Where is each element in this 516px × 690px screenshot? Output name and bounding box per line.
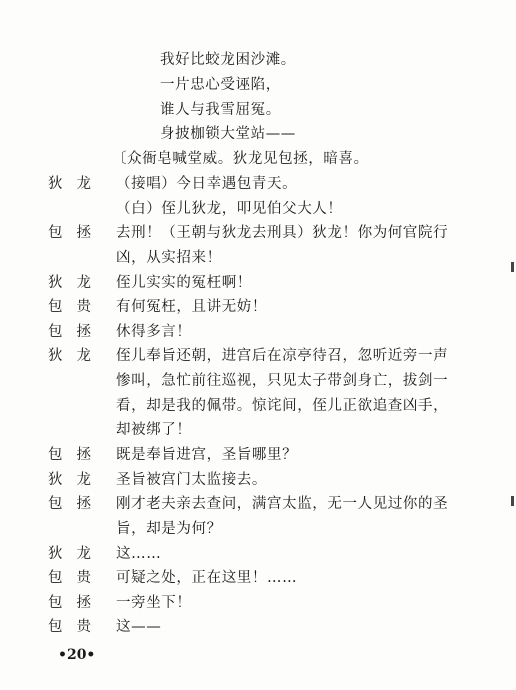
speaker-name: 狄龙 — [48, 472, 105, 488]
dialogue-line: 却被绑了！ — [116, 422, 192, 438]
speaker-name: 包拯 — [48, 324, 105, 340]
dialogue-line: 侄儿实实的冤枉啊！ — [116, 275, 252, 291]
dialogue-line: 刚才老夫亲去查问，满宫太监，无一人见过你的圣 — [116, 496, 449, 512]
speaker-name: 包贵 — [48, 299, 105, 315]
speaker-name: 包贵 — [48, 619, 105, 635]
dialogue-line: 惨叫，急忙前往巡视，只见太子带剑身亡，拔剑一 — [116, 373, 449, 389]
dialogue-line: 旨，却是为何？ — [116, 521, 222, 537]
dialogue-line: 这…… — [116, 546, 162, 562]
speaker-name: 包拯 — [48, 595, 105, 611]
verse-line: 谁人与我雪屈冤。 — [160, 102, 281, 118]
speaker-name: 狄龙 — [48, 348, 105, 364]
dialogue-line: （白）侄儿狄龙，叩见伯父大人！ — [116, 201, 343, 217]
stage-direction: 〔众衙皂喊堂威。狄龙见包拯，暗喜。 — [112, 151, 369, 167]
page-number: •20• — [58, 647, 96, 663]
dialogue-line: 一旁坐下！ — [116, 595, 192, 611]
speaker-name: 狄龙 — [48, 176, 105, 192]
dialogue-line: 去刑！（王朝与狄龙去刑具）狄龙！你为何官院行 — [116, 225, 449, 241]
dialogue-line: 可疑之处，正在这里！…… — [116, 570, 298, 586]
verse-line: 我好比蛟龙困沙滩。 — [160, 52, 296, 68]
dialogue-line: 凶，从实招来！ — [116, 250, 222, 266]
speaker-name: 包拯 — [48, 447, 105, 463]
speaker-name: 包贵 — [48, 570, 105, 586]
scan-edge-mark — [511, 496, 514, 506]
dialogue-line: （接唱）今日幸遇包青天。 — [116, 176, 298, 192]
verse-line: 一片忠心受诬陷， — [160, 77, 281, 93]
dialogue-line: 看，却是我的佩带。惊诧间，侄儿正欲追查凶手， — [116, 398, 449, 414]
verse-line: 身披枷锁大堂站—— — [160, 126, 296, 142]
dialogue-line: 有何冤枉，且讲无妨！ — [116, 299, 267, 315]
scan-edge-mark — [511, 262, 514, 272]
dialogue-line: 休得多言！ — [116, 324, 192, 340]
speaker-name: 狄龙 — [48, 275, 105, 291]
dialogue-line: 既是奉旨进宫，圣旨哪里？ — [116, 447, 298, 463]
dialogue-line: 这—— — [116, 619, 162, 635]
dialogue-line: 圣旨被宫门太监接去。 — [116, 472, 267, 488]
speaker-name: 狄龙 — [48, 546, 105, 562]
dialogue-line: 侄儿奉旨还朝，进宫后在凉亭待召，忽听近旁一声 — [116, 348, 449, 364]
speaker-name: 包拯 — [48, 496, 105, 512]
speaker-name: 包拯 — [48, 225, 105, 241]
